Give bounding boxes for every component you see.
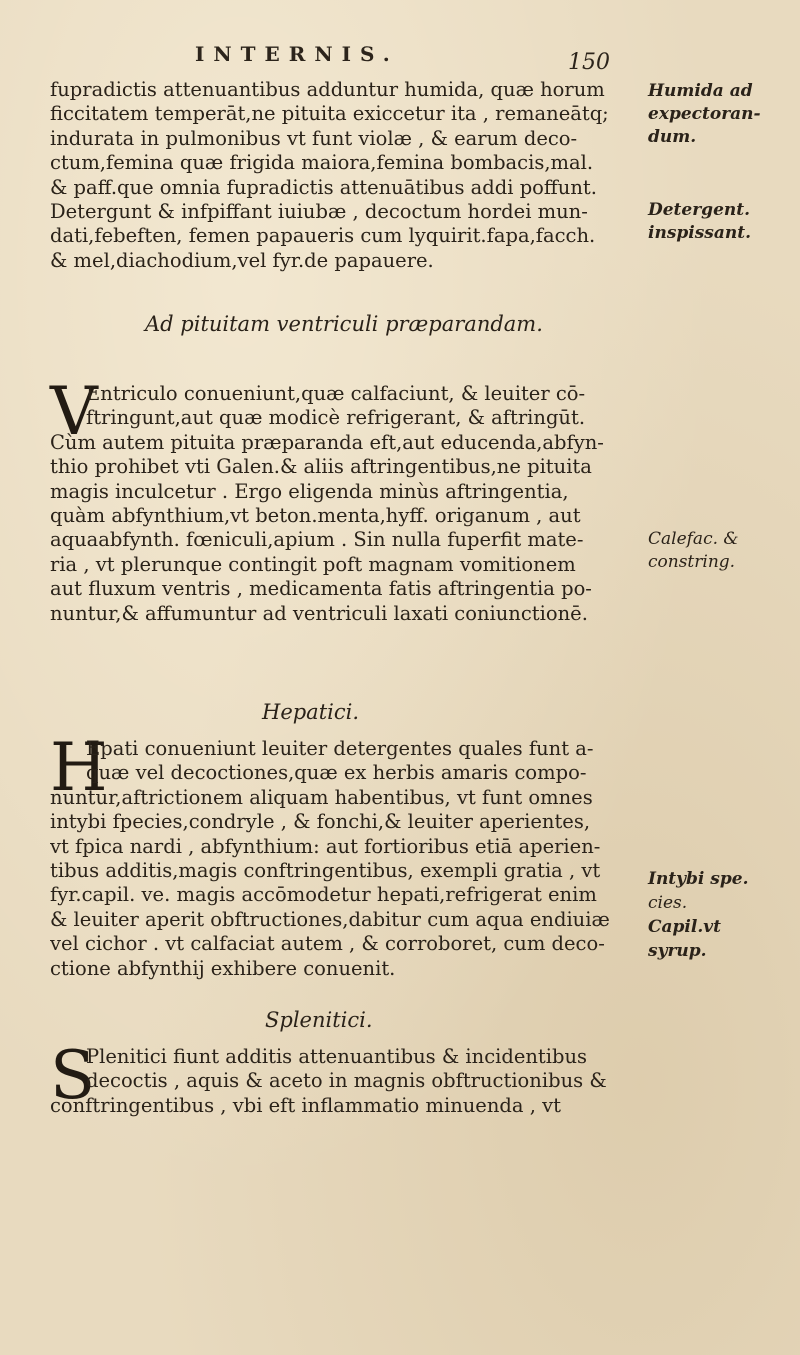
text-line: tibus additis,magis conftringentibus, exempli gratia , vt [50, 859, 601, 883]
text-line: vt fpica nardi , abfynthium: aut fortioribus etiā aperien- [50, 834, 601, 858]
text-line: magis inculcetur . Ergo eligenda minùs aftringentia, [50, 479, 569, 503]
text-line: nuntur,& affumuntur ad ventriculi laxati coniunctionē. [50, 601, 588, 625]
text-line: indurata in pulmonibus vt funt violæ , & earum deco- [50, 126, 578, 150]
drop-cap-s: S [50, 1037, 96, 1114]
text-line: ficcitatem temperāt,ne pituita exiccetur ita , remaneātq; [50, 102, 609, 126]
text-line: Entriculo conueniunt,quæ calfaciunt, & leuiter cō- [86, 382, 586, 405]
section-heading-pituitam: Ad pituitam ventriculi præparandam. [145, 312, 543, 336]
text-line: Plenitici fiunt additis attenuantibus & incidentibus [86, 1045, 588, 1068]
margin-note-calefac [648, 528, 798, 574]
text-line: fupradictis attenuantibus adduntur humida, quæ horum [50, 78, 605, 101]
text-line: nuntur,aftrictionem aliquam habentibus, vt funt omnes [50, 785, 593, 809]
margin-note-humida [648, 80, 798, 149]
margin-note-intybi: Intybi spe. [648, 869, 749, 889]
margin-note-syrup: syrup. [648, 941, 707, 961]
text-line: & mel,diachodium,vel fyr.de papauere. [50, 248, 434, 272]
text-line: ctione abfynthij exhibere conuenit. [50, 956, 396, 980]
paragraph-pituitam [50, 373, 640, 626]
text-line: quæ vel decoctiones,quæ ex herbis amaris compo- [86, 761, 587, 785]
running-title: INTERNIS. [195, 42, 399, 66]
page-number: 150 [568, 50, 610, 75]
paragraph-humida [50, 78, 640, 273]
text-line: fyr.capil. ve. magis accōmodetur hepati,refrigerat enim [50, 883, 597, 907]
text-line: Epati conueniunt leuiter detergentes quales funt a- [86, 737, 594, 760]
text-line: thio prohibet vti Galen.& aliis aftringentibus,ne pituita [50, 455, 592, 479]
text-line: vel cichor . vt calfaciat autem , & corroboret, cum deco- [50, 932, 605, 956]
drop-cap-h: H [50, 729, 108, 806]
text-line: dati,febeften, femen papaueris cum lyquirit.fapa,facch. [50, 224, 596, 248]
text-line: ftringunt,aut quæ modicè refrigerant, & aftringūt. [86, 406, 586, 430]
paragraph-splenitici [50, 1037, 640, 1118]
margin-note-line: Calefac. & [648, 529, 739, 549]
margin-note-line: Detergent. [648, 200, 751, 220]
margin-note-line: constring. [648, 552, 736, 572]
margin-note-line: inspissant. [648, 223, 752, 243]
text-line: aquaabfynth. fœniculi,apium . Sin nulla fuperfit mate- [50, 528, 584, 552]
text-line: intybi fpecies,condryle , & fonchi,& leuiter aperientes, [50, 810, 591, 834]
text-line: decoctis , aquis & aceto in magnis obftructionibus & [86, 1069, 607, 1093]
text-line: conftringentibus , vbi eft inflammatio minuenda , vt [50, 1093, 561, 1117]
text-line: Detergunt & infpiffant iuiubæ , decoctum hordei mun- [50, 200, 588, 224]
text-line: ria , vt plerunque contingit poft magnam vomitionem [50, 552, 576, 576]
text-line: quàm abfynthium,vt beton.menta,hyff. origanum , aut [50, 504, 581, 528]
text-line: & paff.que omnia fupradictis attenuātibus addi poffunt. [50, 175, 597, 199]
drop-cap-v: V [50, 373, 98, 450]
margin-note-capil: Capil.vt [648, 917, 721, 937]
margin-note-line: dum. [648, 127, 697, 147]
margin-note-line: expectoran- [648, 104, 761, 124]
text-line: ctum,femina quæ frigida maiora,femina bombacis,mal. [50, 151, 594, 175]
text-line: Cùm autem pituita præparanda eft,aut educenda,abfyn- [50, 430, 604, 454]
text-line: aut fluxum ventris , medicamenta fatis aftringentia po- [50, 577, 592, 601]
text-line: & leuiter aperit obftructiones,dabitur cum aqua endiuiæ [50, 907, 610, 931]
margin-note-line: Humida ad [648, 81, 753, 101]
margin-note-intybi-cont: cies. [648, 893, 688, 913]
margin-note-detergent [648, 199, 798, 245]
section-heading-hepatici: Hepatici. [262, 700, 360, 724]
paragraph-hepatici [50, 729, 640, 981]
section-heading-splenitici: Splenitici. [265, 1008, 373, 1032]
